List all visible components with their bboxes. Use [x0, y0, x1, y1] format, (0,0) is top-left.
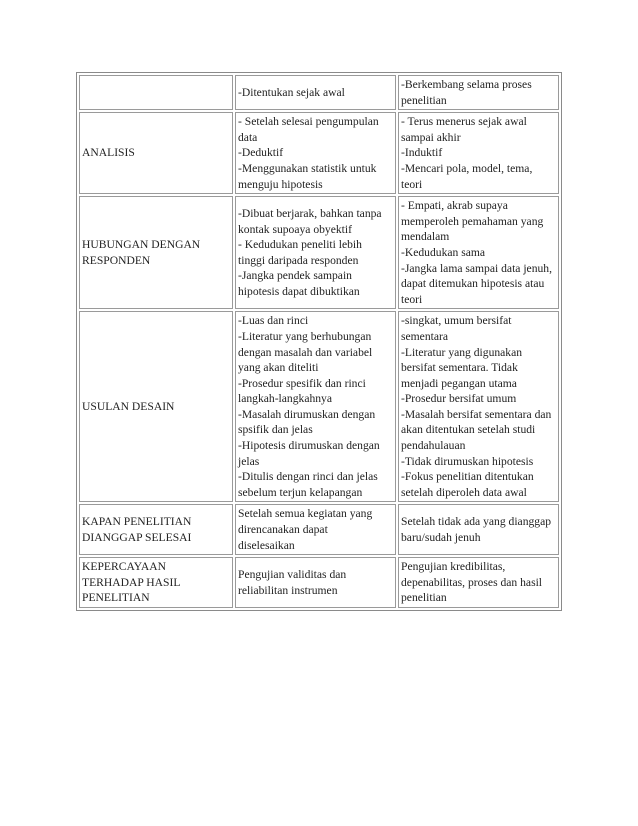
table-row — [79, 196, 559, 309]
column-b-cell — [398, 311, 559, 502]
column-b-line: -Berkembang selama proses — [401, 78, 532, 91]
row-label-line: ANALISIS — [82, 146, 135, 160]
column-a-line: -Prosedur spesifik dan rinci — [238, 376, 366, 390]
column-a-line: -Menggunakan statistik untuk — [238, 161, 377, 175]
column-b-line: -Masalah bersifat sementara dan — [401, 407, 552, 421]
table-row — [79, 557, 559, 608]
row-label-line: RESPONDEN — [82, 253, 151, 267]
column-b-line: memperoleh pemahaman yang — [401, 214, 544, 228]
column-b-line: penelitian — [401, 93, 447, 107]
column-a-line: jelas — [238, 454, 260, 468]
column-b-line: -singkat, umum bersifat — [401, 314, 512, 328]
column-a-line: -Ditulis dengan rinci dan jelas — [238, 470, 378, 484]
column-b-line: teori — [401, 177, 423, 191]
row-label-cell — [79, 75, 233, 110]
column-a-line: menguju hipotesis — [238, 177, 323, 191]
row-label-cell — [79, 504, 233, 555]
column-b-line: bersifat sementara. Tidak — [401, 361, 518, 375]
column-b-cell — [398, 112, 559, 194]
column-b-line: -Mencari pola, model, tema, — [401, 161, 533, 175]
column-a-cell — [235, 112, 396, 194]
column-b-cell — [398, 504, 559, 555]
comparison-table — [76, 72, 562, 611]
row-label-line: USULAN DESAIN — [82, 400, 175, 414]
row-label-line: HUBUNGAN DENGAN — [82, 238, 201, 252]
column-a-line: yang akan diteliti — [238, 361, 319, 375]
column-a-line: Pengujian validitas dan — [238, 568, 347, 582]
column-a-cell — [235, 75, 396, 110]
column-b-line: dapat ditemukan hipotesis atau — [401, 277, 545, 291]
row-label-line: KEPERCAYAAN — [82, 560, 166, 574]
column-b-line: setelah diperoleh data awal — [401, 485, 527, 499]
column-b-line: akan ditentukan setelah studi — [401, 423, 536, 437]
column-a-line: -Dibuat berjarak, bahkan tanpa — [238, 206, 382, 220]
column-a-line: -Hipotesis dirumuskan dengan — [238, 439, 380, 453]
column-a-line: direncanakan dapat — [238, 523, 328, 537]
column-b-line: baru/sudah jenuh — [401, 530, 481, 544]
column-b-line: teori — [401, 292, 423, 306]
column-a-line: hipotesis dapat dibuktikan — [238, 284, 360, 298]
column-b-line: sementara — [401, 329, 448, 343]
column-a-cell — [235, 311, 396, 502]
column-b-line: depenabilitas, proses dan hasil — [401, 575, 543, 589]
column-a-line: kontak supoaya obyektif — [238, 222, 352, 236]
column-a-line: diselesaikan — [238, 538, 295, 552]
column-a-line: - Setelah selesai pengumpulan — [238, 115, 379, 129]
column-a-line: spsifik dan jelas — [238, 423, 313, 437]
column-a-cell — [235, 557, 396, 608]
table-row — [79, 504, 559, 555]
column-a-line: dengan masalah dan variabel — [238, 345, 373, 359]
column-a-line: -Literatur yang berhubungan — [238, 329, 372, 343]
column-b-line: -Tidak dirumuskan hipotesis — [401, 454, 534, 468]
row-label-line: DIANGGAP SELESAI — [82, 530, 192, 544]
column-a-line: tinggi daripada responden — [238, 253, 359, 267]
column-b-line: sampai akhir — [401, 130, 461, 144]
column-b-line: Pengujian kredibilitas, — [401, 560, 506, 574]
column-b-line: -Induktif — [401, 146, 443, 160]
column-b-line: Setelah tidak ada yang dianggap — [401, 515, 552, 529]
column-b-line: -Kedudukan sama — [401, 245, 486, 259]
column-b-cell — [398, 196, 559, 309]
column-b-line: - Terus menerus sejak awal — [401, 115, 527, 129]
column-a-line: -Masalah dirumuskan dengan — [238, 407, 376, 421]
column-b-line: -Prosedur bersifat umum — [401, 392, 517, 406]
column-b-cell — [398, 557, 559, 608]
column-a-line: -Deduktif — [238, 146, 284, 160]
column-b-line: -Jangka lama sampai data jenuh, — [401, 261, 552, 275]
column-a-line: sebelum terjun kelapangan — [238, 485, 363, 499]
column-b-cell — [398, 75, 559, 110]
row-label-line: PENELITIAN — [82, 591, 150, 605]
column-b-line: mendalam — [401, 230, 450, 244]
column-a-line: -Jangka pendek sampain — [238, 269, 352, 283]
row-label-cell — [79, 196, 233, 309]
column-b-line: -Fokus penelitian ditentukan — [401, 470, 534, 484]
column-a-line: reliabilitan instrumen — [238, 583, 338, 597]
column-a-line: -Ditentukan sejak awal — [238, 85, 345, 99]
table-row — [79, 311, 559, 502]
table-row — [79, 75, 559, 110]
column-b-line: penelitian — [401, 591, 447, 605]
column-b-line: pendahulauan — [401, 439, 466, 453]
row-label-cell — [79, 311, 233, 502]
column-a-cell — [235, 196, 396, 309]
column-a-line: - Kedudukan peneliti lebih — [238, 238, 362, 252]
row-label-line: TERHADAP HASIL — [82, 575, 181, 589]
column-a-line: Setelah semua kegiatan yang — [238, 507, 373, 521]
row-label-cell — [79, 557, 233, 608]
table-body — [79, 75, 559, 608]
column-b-line: -Literatur yang digunakan — [401, 345, 523, 359]
row-label-line: KAPAN PENELITIAN — [82, 515, 192, 529]
column-a-cell — [235, 504, 396, 555]
row-label-cell — [79, 112, 233, 194]
column-a-line: -Luas dan rinci — [238, 314, 309, 328]
column-b-line: - Empati, akrab supaya — [401, 199, 508, 213]
column-a-line: langkah-langkahnya — [238, 392, 333, 406]
column-a-line: data — [238, 130, 258, 144]
column-b-line: menjadi pegangan utama — [401, 376, 517, 390]
table-row — [79, 112, 559, 194]
